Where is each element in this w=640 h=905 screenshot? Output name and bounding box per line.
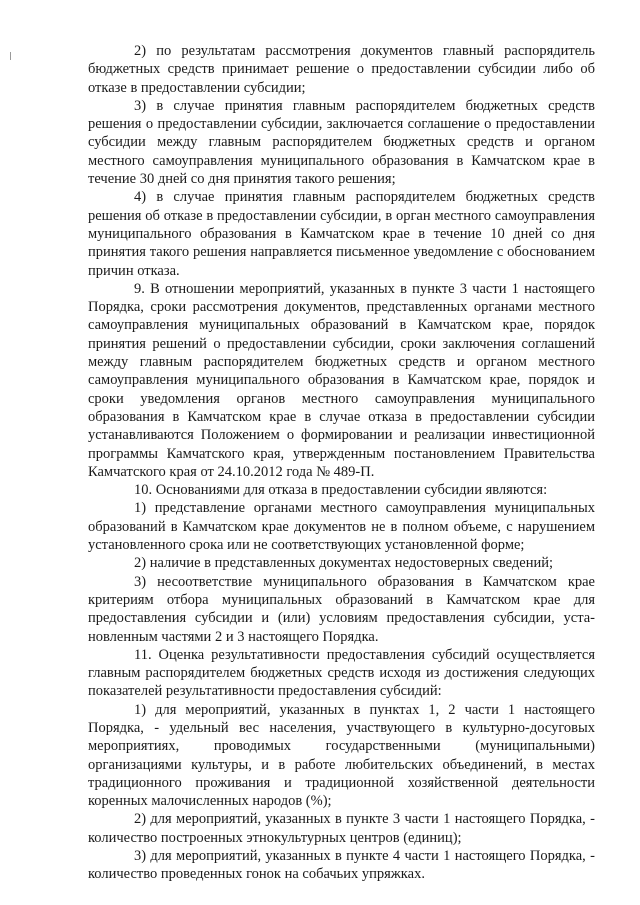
paragraph-item-3: 3) в случае принятия главным распорядителем бюджетных средств решения о предоставлении субсидии, заключается соглашение о предоставлении субсидии между главным распорядителем бюджетных средств и органом местного самоуправления муниципального образования в Камчатском крае в течение 30 дней со дня принятия такого решения; (88, 97, 595, 188)
paragraph-refusal-1: 1) представление органами местного самоуправления муниципальных образований в Камчатском крае документов не в полном объеме, с нарушением установленного срока или не соответствующих установленной форме; (88, 500, 595, 554)
paragraph-section-11: 11. Оценка результативности предоставления субсидий осуществляется главным распорядителем бюджетных средств исходя из достижения следующих показателей результативности предоставления субсидий: (88, 646, 595, 700)
margin-mark (10, 52, 11, 60)
document-body (88, 42, 595, 884)
paragraph-item-4: 4) в случае принятия главным распорядителем бюджетных средств решения об отказе в предоставлении субсидии, в орган местного самоуправления муниципального образования в Камчатском крае в течение 10 дней со дня принятия такого решения направляется письменное уведомление с обоснованием причин отказа. (88, 189, 595, 279)
paragraph-indicator-2: 2) для мероприятий, указанных в пункте 3 части 1 настоящего Порядка, - количество построенных этнокультурных центров (единиц); (88, 811, 595, 846)
paragraph-refusal-2: 2) наличие в представленных документах недостоверных сведений; (134, 555, 554, 572)
paragraph-indicator-1: 1) для мероприятий, указанных в пунктах 1, 2 части 1 настоящего Порядка, - удельный вес населения, участвующего в культурно-досуговых мероприятиях, проводимых государственными (муниципальными) организациями культуры, и в работе любительских объединений, в местах традиционного проживания и традиционной хозяйственной деятельности коренных малочисленных народов (%); (88, 701, 595, 810)
paragraph-refusal-3: 3) несоответствие муниципального образования в Камчатском крае критериям отбора муниципальных образований в Камчатском крае для предоставления субсидии и (или) условиям предоставления субсидии, установленным частями 2 и 3 настоящего Порядка. (88, 573, 595, 645)
paragraph-section-10: 10. Основаниями для отказа в предоставлении субсидии являются: (134, 482, 548, 499)
paragraph-indicator-3: 3) для мероприятий, указанных в пункте 4 части 1 настоящего Порядка, - количество проведенных гонок на собачьих упряжках. (88, 848, 595, 883)
paragraph-item-2: 2) по результатам рассмотрения документов главный распорядитель бюджетных средств принимает решение о предоставлении субсидии либо об отказе в предоставлении субсидии; (88, 43, 595, 96)
paragraph-section-9: 9. В отношении мероприятий, указанных в пункте 3 части 1 настоящего Порядка, сроки рассмотрения документов, представленных органами местного самоуправления муниципальных образований в Камчатском крае, порядок принятия решений о предоставлении субсидии, сроки заключения соглашений между главным распорядителем бюджетных средств и органом местного самоуправления муниципального образования в Камчатском крае, порядок и сроки уведомления органов местного самоуправления муниципального образования в Камчатском крае в случае отказа в предоставлении субсидии устанавливаются Положением о формировании и реализации инвестиционной программы Камчатского края, утвержденным постановлением Правительства Камчатского края от 24.10.2012 года № 489-П. (88, 280, 595, 480)
